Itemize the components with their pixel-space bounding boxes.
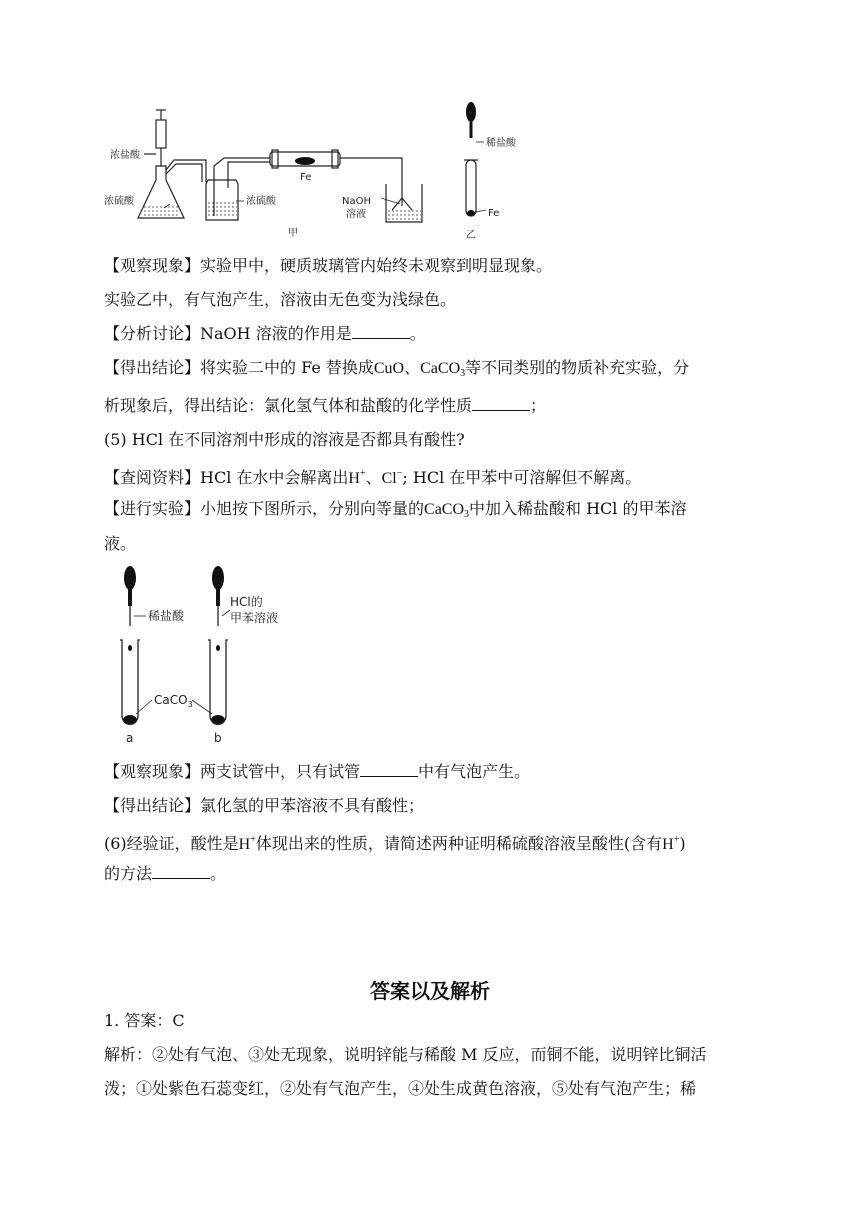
conclusion-3: 【得出结论】氯化氢的甲苯溶液不具有酸性； xyxy=(104,796,425,815)
conclusion-text-cont: 等不同类别的物质补充实验，分 xyxy=(465,358,690,377)
ion-h-plus: H+ xyxy=(238,834,256,853)
label-b: b xyxy=(214,731,222,745)
label-conc-h2so4-flask: 浓硫酸 xyxy=(104,196,134,207)
question-6-text-2: 的方法 xyxy=(104,864,153,883)
answer-blank xyxy=(472,396,530,411)
label-jia: 甲 xyxy=(288,228,298,239)
test-tube-yi xyxy=(466,160,476,216)
dropper-bulb-a xyxy=(124,566,136,590)
reference-line xyxy=(104,464,641,489)
drop-b xyxy=(216,645,220,651)
question-6-text: (6)经验证，酸性是 xyxy=(104,834,239,853)
observation-3 xyxy=(104,762,530,782)
drop-a xyxy=(128,645,132,651)
dropper-bulb xyxy=(466,102,476,122)
formula-cuo: CuO xyxy=(373,360,405,377)
experiment-text: 【进行实验】小旭按下图所示，分别向等量的 xyxy=(104,499,425,518)
experiment-line-1 xyxy=(104,499,687,525)
test-tube-figure-a-b xyxy=(112,564,312,746)
label-fe-tube: Fe xyxy=(300,172,312,183)
answer-blank xyxy=(360,762,418,777)
reference-text: 【查阅资料】HCl 在水中会解离出 xyxy=(104,468,349,487)
label-fe-testtube: Fe xyxy=(488,208,500,219)
syringe-body xyxy=(156,120,166,148)
label-naoh: NaOH xyxy=(342,196,371,207)
experiment-text-cont: 中加入稀盐酸和 HCl 的甲苯溶 xyxy=(469,499,687,518)
label-hcl-of: HCl的 xyxy=(230,595,263,609)
dropper-bulb-b xyxy=(212,566,224,590)
close-paren: ) xyxy=(679,834,686,853)
question-6-line-1 xyxy=(104,830,686,855)
label-yi: 乙 xyxy=(466,230,476,241)
ion-h-plus: H+ xyxy=(348,468,366,487)
question-5: (5) HCl 在不同溶剂中形成的溶液是否都具有酸性? xyxy=(104,430,465,449)
answer-blank xyxy=(152,864,210,879)
experiment-line-2: 液。 xyxy=(104,534,137,553)
analysis-end: 。 xyxy=(409,324,426,343)
reference-text-cont: ; HCl 在甲苯中可溶解但不解离。 xyxy=(402,468,642,487)
formula-caco3: CaCO$_3$ xyxy=(424,501,470,520)
apparatus-figure-jia-yi xyxy=(104,98,534,243)
formula-caco3: CaCO$_3$ xyxy=(420,360,466,379)
ion-cl-minus: Cl− xyxy=(381,468,403,487)
separator: 、 xyxy=(404,358,421,377)
answer-section-heading: 答案以及解析 xyxy=(370,979,490,1003)
observation-text: 【观察现象】两支试管中，只有试管 xyxy=(104,762,361,781)
separator: 、 xyxy=(365,468,382,487)
conclusion-line-1 xyxy=(104,358,689,384)
analysis-text: 【分析讨论】NaOH 溶液的作用是 xyxy=(104,324,352,343)
question-6-text-cont: 体现出来的性质，请简述两种证明稀硫酸溶液呈酸性(含有 xyxy=(255,834,663,853)
conclusion-end: ； xyxy=(530,396,547,415)
answer-blank xyxy=(352,324,410,339)
question-6-line-2 xyxy=(104,864,226,884)
observation-1: 【观察现象】实验甲中，硬质玻璃管内始终未观察到明显现象。 xyxy=(104,256,553,275)
test-tube-b xyxy=(208,640,228,724)
conclusion-text-2: 析现象后，得出结论：氯化氢气体和盐酸的化学性质 xyxy=(104,396,473,415)
answer-1: 1. 答案：C xyxy=(104,1011,185,1030)
label-a: a xyxy=(126,731,134,745)
label-naoh-solution: 溶液 xyxy=(346,209,366,220)
conclusion-line-2 xyxy=(104,396,546,416)
label-dilute-hcl: 稀盐酸 xyxy=(148,609,185,623)
label-caco3: CaCO$_3$ xyxy=(154,693,193,709)
observation-2: 实验乙中，有气泡产生，溶液由无色变为浅绿色。 xyxy=(104,290,457,309)
iron-in-tube xyxy=(467,210,475,216)
test-tube-a xyxy=(120,640,140,724)
label-conc-hcl: 浓盐酸 xyxy=(110,150,140,161)
explanation-line-2: 泼；①处紫色石蕊变红，②处有气泡产生，④处生成黄色溶液，⑤处有气泡产生；稀 xyxy=(104,1079,697,1098)
ion-h-plus-2: H+ xyxy=(662,834,680,853)
explanation-line-1: 解析：②处有气泡、③处无现象，说明锌能与稀酸 M 反应，而铜不能，说明锌比铜活 xyxy=(104,1045,707,1064)
observation-text-cont: 中有气泡产生。 xyxy=(418,762,531,781)
label-toluene-solution: 甲苯溶液 xyxy=(230,611,279,625)
analysis-line xyxy=(104,324,426,344)
label-dilute-hcl: 稀盐酸 xyxy=(486,138,516,149)
question-6-end: 。 xyxy=(210,864,227,883)
conclusion-text: 【得出结论】将实验二中的 Fe 替换成 xyxy=(104,358,374,377)
label-conc-h2so4-bottle: 浓硫酸 xyxy=(246,196,276,207)
iron-sample xyxy=(295,157,315,165)
